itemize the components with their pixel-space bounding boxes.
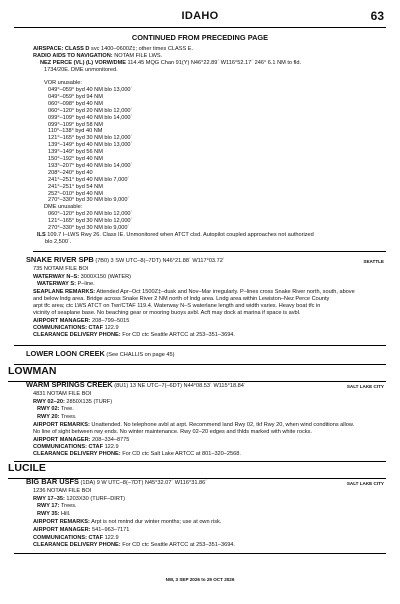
dme-unusable-line: 270°–330° byd 30 NM blo 9,000´ [48, 224, 130, 231]
manager-phone: 208–799–5015 [90, 318, 130, 324]
section-rule [14, 553, 386, 554]
section-rule [14, 461, 386, 462]
vor-unusable-line: 241°–251° byd 40 NM blo 7,000´ [48, 176, 130, 183]
clearance-label: CLEARANCE DELIVERY PHONE: [33, 542, 121, 548]
warm-springs-comm [33, 444, 119, 451]
nez-perce-line2: 1734/20E. DME unmonitored. [44, 67, 118, 73]
ils-line2: blo 2,500´. [45, 239, 72, 245]
warm-springs-rwy [33, 399, 112, 406]
clearance-text: For CD ctc Seattle ARTCC at 253–351–3694. [120, 542, 235, 548]
manager-phone: 541–963–7171 [90, 527, 130, 533]
snake-river-elev-notam: 735 NOTAM FILE BOI [33, 266, 89, 272]
snake-river-ident: (7B0) 3 SW UTC–8(–7DT) N46°21.88´ W117°03.72´ [95, 258, 225, 264]
airspace-label: AIRSPACE: CLASS D [33, 46, 90, 52]
vor-unusable-line: 060°–098° byd 40 NM [48, 100, 103, 107]
waterway-label: WATERWAY N–S: [33, 274, 80, 280]
clearance-text: For CD ctc Salt Lake ARTCC at 801–320–2568. [120, 451, 241, 457]
rwy-text: 1203X30 (TURF–DIRT) [64, 496, 126, 502]
clearance-label: CLEARANCE DELIVERY PHONE: [33, 451, 121, 457]
state-title: IDAHO [181, 10, 219, 22]
section-rule [14, 345, 386, 346]
snake-river-region: SEATTLE [363, 259, 384, 264]
continued-heading: CONTINUED FROM PRECEDING PAGE [131, 33, 269, 42]
snake-river-name: SNAKE RIVER SPB [26, 255, 94, 264]
ils-line [37, 232, 314, 239]
comm-freq: 122.9 [103, 444, 119, 450]
airspace-line [33, 46, 193, 53]
clearance-text: For CD ctc Seattle ARTCC at 253–351–3694. [120, 332, 235, 338]
rwy20-label: RWY 20: [37, 414, 60, 420]
warm-springs-clearance [33, 451, 241, 458]
vor-unusable-line: 252°–010° byd 40 NM [48, 190, 103, 197]
warm-springs-title-line [26, 382, 246, 390]
vor-unusable-line: 060°–120° byd 20 NM blo 12,000´ [48, 107, 133, 114]
seaplane-remarks-text: Attended Apr–Oct 1500Z‡–dusk and Nov–Mar irregularly. P–lines cross Snake River north, south, above [95, 289, 355, 295]
rwy02-label: RWY 02: [37, 406, 60, 412]
comm-freq: 122.9 [103, 325, 119, 331]
big-bar-clearance [33, 542, 235, 549]
ils-text: 109.7 I–LWS Rwy 26. Class IE. Unmonitored when ATCT clsd. Autopilot coupled approaches not authorized [45, 232, 314, 238]
seaplane-remarks-label: SEAPLANE REMARKS: [33, 289, 96, 295]
big-bar-rwy35 [37, 511, 70, 518]
vor-unusable-line: 049°–059° byd 94 NM [48, 93, 103, 100]
comm-label: COMMUNICATIONS: CTAF [33, 444, 104, 450]
waterway-text: 3000X150 (WATER) [79, 274, 132, 280]
vor-unusable-line: 208°–240° byd 40 [48, 169, 93, 176]
big-bar-rwy [33, 496, 125, 503]
big-bar-elev-notam: 1236 NOTAM FILE BOI [33, 488, 92, 494]
vor-unusable-header: VOR unusable: [44, 80, 82, 86]
big-bar-rwy17 [37, 503, 77, 510]
snake-river-manager [33, 318, 129, 325]
vor-unusable-line: 049°–059° byd 40 NM blo 13,000´ [48, 87, 133, 93]
big-bar-name: BIG BAR USFS [26, 477, 79, 486]
radio-aids-text: NOTAM FILE LWS. [112, 53, 163, 59]
big-bar-comm [33, 535, 119, 542]
vor-unusable-line: 099°–109° byd 40 NM blo 14,000´ [48, 114, 133, 121]
footer-effective-dates: NW, 3 SEP 2026 to 29 OCT 2026 [165, 577, 235, 582]
snake-river-waterway-s [37, 281, 95, 288]
vor-unusable-line: 270°–330° byd 30 NM blo 9,000´ [48, 197, 130, 204]
lower-loon-line [26, 351, 175, 359]
remarks-text: Arpt is not mntnd dur winter months; use at own risk. [89, 519, 222, 525]
seaplane-remarks [33, 289, 355, 296]
big-bar-remarks [33, 519, 221, 526]
airspace-text: svc 1400–0600Z‡; other times CLASS E. [89, 46, 194, 52]
city-lucile: LUCILE [8, 462, 46, 474]
manager-label: AIRPORT MANAGER: [33, 437, 91, 443]
big-bar-region: SALT LAKE CITY [346, 481, 384, 486]
seaplane-remarks-line: and below lndg area. Bridge across Snake River 2 NM north of lndg area. Lndg area within Lewiston–Nez Perce County [33, 296, 330, 302]
snake-river-comm [33, 325, 119, 332]
vor-unusable-line: 139°–149° byd 56 NM [48, 149, 103, 156]
dme-unusable-line: 060°–120° byd 20 NM blo 12,000´ [48, 211, 133, 217]
section-rule [14, 364, 386, 365]
clearance-label: CLEARANCE DELIVERY PHONE: [33, 332, 121, 338]
page-number: 63 [370, 9, 384, 23]
big-bar-manager [33, 527, 129, 534]
city-lowman: LOWMAN [8, 365, 57, 377]
vor-unusable-line: 241°–251° byd 54 NM [48, 183, 103, 190]
warm-springs-name: WARM SPRINGS CREEK [26, 380, 113, 389]
vor-unusable-line: 139°–149° byd 40 NM blo 13,000´ [48, 142, 133, 149]
manager-phone: 208–334–8775 [90, 437, 130, 443]
warm-springs-remarks-line2: No line of sight between rwy ends. No winter maintenance. Rwy 02–20 edges and thlds marked with white rocks. [33, 429, 312, 435]
comm-label: COMMUNICATIONS: CTAF [33, 535, 104, 541]
vor-unusable-line: 150°–192° byd 40 NM [48, 156, 103, 162]
radio-aids-line [33, 53, 162, 60]
big-bar-title-line [26, 479, 207, 487]
warm-springs-elev-notam: 4831 NOTAM FILE BOI [33, 391, 92, 397]
vor-unusable-line: 193°–207° byd 40 NM blo 14,000´ [48, 162, 133, 169]
comm-freq: 122.9 [103, 535, 119, 541]
rwy17-text: Trees. [59, 503, 77, 509]
nez-perce-text: 114.45 MQG Chan 91(Y) N46°22.89´ W116°52.17´ 246° 6.1 NM to fld. [125, 60, 302, 66]
seaplane-remarks-line: arpt tfc area; ctc LWS ATCT on Twr/CTAF 119.4. Waterway N–S waterlane length and width varies. Heavy boat tfc in [33, 303, 321, 309]
rwy17-label: RWY 17: [37, 503, 60, 509]
warm-springs-rwy02 [37, 406, 74, 413]
vor-unusable-line: 110°–138° byd 40 NM [48, 128, 103, 135]
warm-springs-manager [33, 437, 129, 444]
waterway-s-label: WATERWAY S: [37, 281, 76, 287]
nez-perce-line [40, 60, 301, 67]
seaplane-remarks-line: vicinity of seaplane base. No beaching gear or mooring buoys avbl. Acft may dock at marina if space is avbl. [33, 310, 301, 316]
waterway-s-text: P–line. [75, 281, 95, 287]
comm-label: COMMUNICATIONS: CTAF [33, 325, 104, 331]
dme-unusable-header: DME unusable: [44, 204, 83, 210]
manager-label: AIRPORT MANAGER: [33, 318, 91, 324]
rwy20-text: Trees. [59, 414, 77, 420]
lower-loon-name: LOWER LOON CREEK [26, 349, 105, 358]
rwy-label: RWY 17–35: [33, 496, 65, 502]
ils-label: ILS [37, 232, 46, 238]
rwy35-label: RWY 35: [37, 511, 60, 517]
nez-perce-label: NEZ PERCE (VL) (L) VORW/DME [40, 60, 126, 66]
rwy35-text: Hill. [59, 511, 71, 517]
remarks-text: Unattended. No telephone avbl at arpt. Recommend land Rwy 02, tkf Rwy 20, when wind conditions allow. [89, 422, 355, 428]
big-bar-ident: (1DA) 9 W UTC–8(–7DT) N45°32.07´ W116°31.86´ [80, 480, 208, 486]
rwy-label: RWY 02–20: [33, 399, 65, 405]
header-rule [14, 27, 386, 28]
vor-unusable-line: 099°–109° byd 58 NM [48, 121, 103, 128]
manager-label: AIRPORT MANAGER: [33, 527, 91, 533]
rwy02-text: Tree. [59, 406, 74, 412]
snake-river-title-line [26, 257, 225, 265]
radio-aids-label: RADIO AIDS TO NAVIGATION: [33, 53, 113, 59]
warm-springs-rwy20 [37, 414, 77, 421]
rwy-text: 2850X135 (TURF) [64, 399, 113, 405]
snake-river-clearance [33, 332, 235, 339]
warm-springs-region: SALT LAKE CITY [346, 384, 384, 389]
vor-unusable-line: 121°–165° byd 30 NM blo 12,000´ [48, 135, 133, 142]
lower-loon-ref: (See CHALLIS on page 45) [104, 352, 175, 358]
dme-unusable-line: 121°–165° byd 30 NM blo 12,000´ [48, 217, 133, 224]
remarks-label: AIRPORT REMARKS: [33, 422, 90, 428]
warm-springs-remarks [33, 422, 354, 429]
snake-river-waterway [33, 274, 131, 281]
section-rule [33, 251, 386, 252]
warm-springs-ident: (8U1) 13 NE UTC–7(–6DT) N44°08.53´ W115°18.84´ [114, 383, 246, 389]
remarks-label: AIRPORT REMARKS: [33, 519, 90, 525]
